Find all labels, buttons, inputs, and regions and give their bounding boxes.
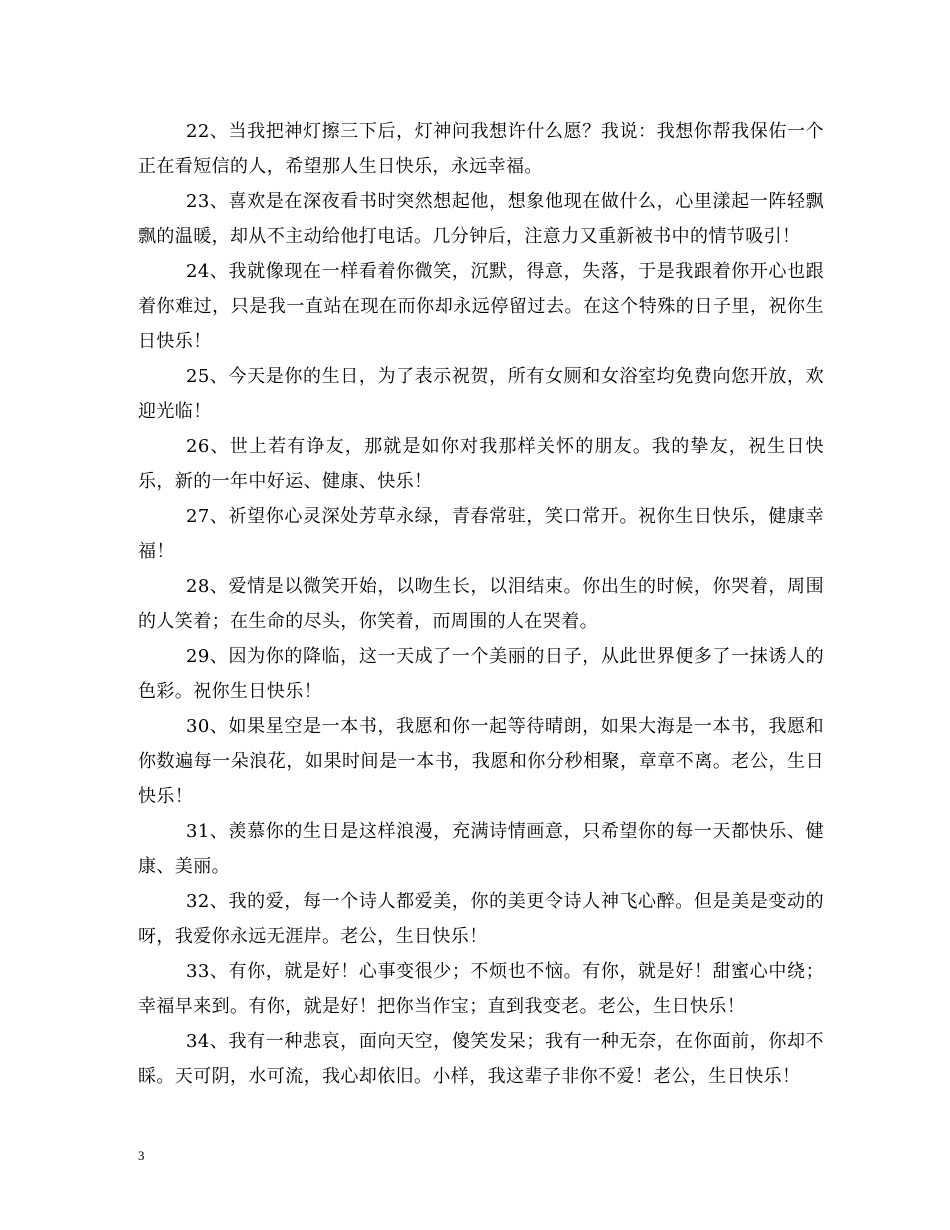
paragraph-29: 29、因为你的降临，这一天成了一个美丽的日子，从此世界便多了一抹诱人的色彩。祝你生日快乐！	[138, 646, 824, 702]
paragraph-34: 34、我有一种悲哀，面向天空，傻笑发呆；我有一种无奈，在你面前，你却不睬。天可阴，水可流，我心却依旧。小样，我这辈子非你不爱！老公，生日快乐！	[138, 1031, 824, 1087]
paragraph-26: 26、世上若有诤友，那就是如你对我那样关怀的朋友。我的挚友，祝生日快乐，新的一年中好运、健康、快乐！	[138, 436, 824, 492]
paragraph-31: 31、羡慕你的生日是这样浪漫，充满诗情画意，只希望你的每一天都快乐、健康、美丽。	[138, 821, 824, 877]
paragraph-24: 24、我就像现在一样看着你微笑，沉默，得意，失落，于是我跟着你开心也跟着你难过，只是我一直站在现在而你却永远停留过去。在这个特殊的日子里，祝你生日快乐！	[138, 261, 824, 352]
paragraph-28: 28、爱情是以微笑开始，以吻生长，以泪结束。你出生的时候，你哭着，周围的人笑着；在生命的尽头，你笑着，而周围的人在哭着。	[138, 576, 824, 632]
paragraph-25: 25、今天是你的生日，为了表示祝贺，所有女厕和女浴室均免费向您开放，欢迎光临！	[138, 366, 824, 422]
page-number: 3	[138, 1148, 145, 1163]
paragraph-33: 33、有你，就是好！心事变很少；不烦也不恼。有你，就是好！甜蜜心中绕；幸福早来到。有你，就是好！把你当作宝；直到我变老。老公，生日快乐！	[138, 961, 824, 1017]
page-body	[138, 114, 824, 1094]
paragraph-22: 22、当我把神灯擦三下后，灯神问我想许什么愿？我说：我想你帮我保佑一个正在看短信的人，希望那人生日快乐，永远幸福。	[138, 121, 824, 177]
paragraph-23: 23、喜欢是在深夜看书时突然想起他，想象他现在做什么，心里漾起一阵轻飘飘的温暖，却从不主动给他打电话。几分钟后，注意力又重新被书中的情节吸引！	[138, 191, 824, 247]
paragraph-30: 30、如果星空是一本书，我愿和你一起等待晴朗，如果大海是一本书，我愿和你数遍每一朵浪花，如果时间是一本书，我愿和你分秒相聚，章章不离。老公，生日快乐！	[138, 716, 824, 807]
paragraph-27: 27、祈望你心灵深处芳草永绿，青春常驻，笑口常开。祝你生日快乐，健康幸福！	[138, 506, 824, 562]
paragraph-32: 32、我的爱，每一个诗人都爱美，你的美更令诗人神飞心醉。但是美是变动的呀，我爱你永远无涯岸。老公，生日快乐！	[138, 891, 824, 947]
